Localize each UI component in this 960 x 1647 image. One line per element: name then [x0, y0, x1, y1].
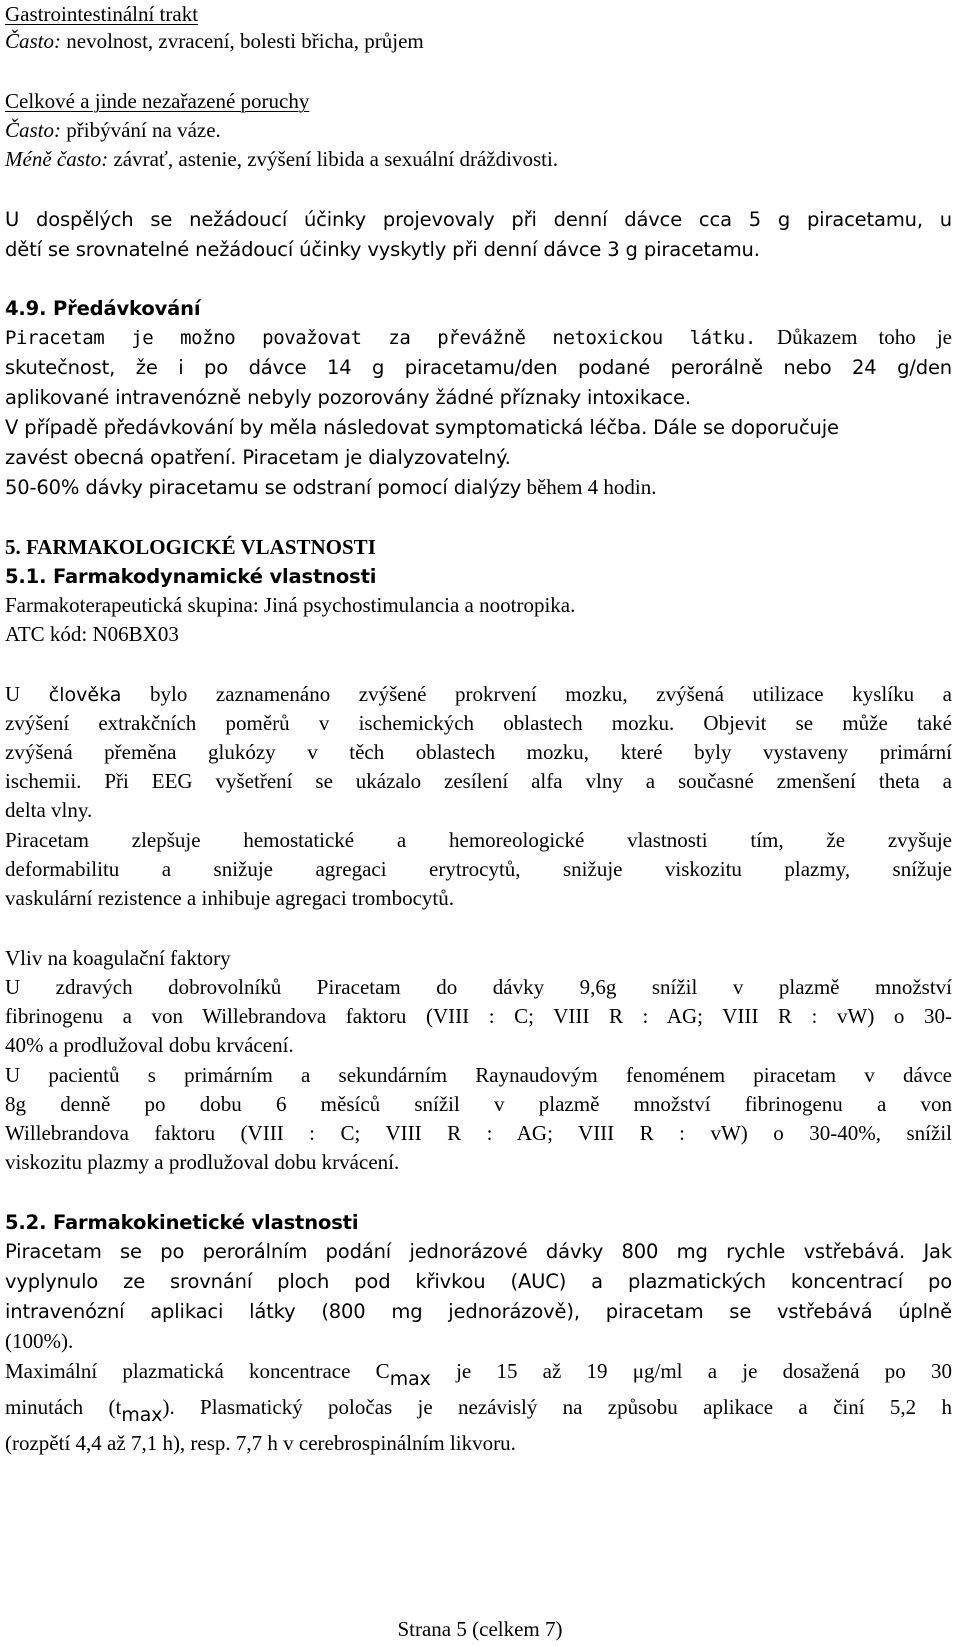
- pd-text-human: člověka: [48, 684, 122, 706]
- less-frequency-label: Méně často:: [5, 147, 109, 171]
- pd-text: bylo zaznamenáno zvýšené prokrvení mozku, zvýšená utilizace kyslíku a: [121, 682, 952, 706]
- general-less-frequency-line: [5, 145, 952, 174]
- section-heading-general: Celkové a jinde nezařazené poruchy: [5, 89, 310, 113]
- pharmacotherapeutic-group: Farmakoterapeutická skupina: Jiná psychostimulancia a nootropika.: [5, 593, 576, 617]
- pk-text: Maximální plazmatická koncentrace C: [5, 1359, 390, 1383]
- section-heading-gi: Gastrointestinální trakt: [5, 2, 199, 26]
- coag-paragraph-line: Willebrandova faktoru (VIII : C; VIII R : AG; VIII R : vW) o 30-40%, snížil: [5, 1121, 952, 1145]
- coag-paragraph-line: fibrinogenu a von Willebrandova faktoru (VIII : C; VIII R : AG; VIII R : vW) o 30-: [5, 1004, 952, 1028]
- pk-paragraph-line: [5, 1393, 952, 1430]
- less-frequency-text: závrať, astenie, zvýšení libida a sexuální dráždivosti.: [108, 147, 559, 171]
- coag-paragraph-line: U zdravých dobrovolníků Piracetam do dávky 9,6g snížil v plazmě množství: [5, 975, 952, 999]
- coag-paragraph-line: U pacientů s primárním a sekundárním Raynaudovým fenoménem piracetam v dávce: [5, 1063, 952, 1087]
- pd-paragraph-line: Piracetam zlepšuje hemostatické a hemoreologické vlastnosti tím, že zvyšuje: [5, 828, 952, 852]
- frequency-text: nevolnost, zvracení, bolesti břicha, průjem: [61, 29, 424, 53]
- coag-paragraph-line: 40% a prodlužoval dobu krvácení.: [5, 1033, 294, 1057]
- pk-paragraph-line: Piracetam se po perorálním podání jednorázové dávky 800 mg rychle vstřebává. Jak: [5, 1240, 952, 1263]
- coag-paragraph-line: 8g denně po dobu 6 měsíců snížil v plazmě množství fibrinogenu a von: [5, 1092, 952, 1116]
- cmax-subscript: max: [389, 1368, 431, 1390]
- adult-paragraph-line: U dospělých se nežádoucí účinky projevovaly při denní dávce cca 5 g piracetamu, u: [5, 208, 952, 231]
- frequency-label: Často:: [5, 118, 62, 142]
- adult-paragraph-line: dětí se srovnatelné nežádoucí účinky vyskytly při denní dávce 3 g piracetamu.: [5, 238, 760, 261]
- subsection-heading-pharmacokinetics: 5.2. Farmakokinetické vlastnosti: [5, 1211, 359, 1234]
- page-footer: Strana 5 (celkem 7): [397, 1617, 563, 1641]
- overdose-dialysis-text: 50-60% dávky piracetamu se odstraní pomocí dialýzy: [5, 476, 522, 499]
- pk-text: ). Plasmatický poločas je nezávislý na způsobu aplikace a činí 5,2 h: [162, 1395, 952, 1419]
- section-heading-pharmacology: 5. FARMAKOLOGICKÉ VLASTNOSTI: [5, 535, 376, 559]
- overdose-paragraph-line: [5, 473, 952, 502]
- overdose-text: Důkazem toho je: [755, 325, 953, 349]
- pk-text: minutách (t: [5, 1395, 122, 1419]
- pd-text: U: [5, 682, 49, 706]
- pd-paragraph-line: deformabilitu a snižuje agregaci erytrocytů, snižuje viskozitu plazmy, snížuje: [5, 857, 952, 881]
- overdose-paragraph-line: aplikované intravenózně nebyly pozorovány žádné příznaky intoxikace.: [5, 386, 691, 409]
- section-heading-coagulation: Vliv na koagulační faktory: [5, 946, 231, 970]
- overdose-paragraph-line: [5, 323, 952, 353]
- pk-paragraph-line: intravenózní aplikaci látky (800 mg jednorázově), piracetam se vstřebává úplně: [5, 1300, 952, 1323]
- pk-paragraph-line: (100%).: [5, 1329, 74, 1353]
- pk-paragraph-line: vyplynulo ze srovnání ploch pod křivkou (AUC) a plazmatických koncentrací po: [5, 1270, 952, 1293]
- frequency-label: Často:: [5, 29, 62, 53]
- pd-paragraph-line: [5, 680, 952, 710]
- coag-paragraph-line: viskozitu plazmy a prodlužoval dobu krvácení.: [5, 1150, 400, 1174]
- overdose-paragraph-line: zavést obecná opatření. Piracetam je dialyzovatelný.: [5, 446, 511, 469]
- pd-paragraph-line: zvýšená přeměna glukózy v těch oblastech mozku, které byly vystaveny primární: [5, 740, 952, 764]
- pk-text: je 15 až 19 μg/ml a je dosažená po 30: [430, 1359, 952, 1383]
- gi-frequency-line: [5, 27, 952, 56]
- section-heading-overdose: 4.9. Předávkování: [5, 297, 201, 320]
- pk-paragraph-line: [5, 1357, 952, 1394]
- overdose-mono-text: Piracetam je možno považovat za převážně netoxickou látku.: [5, 327, 756, 349]
- overdose-paragraph-line: skutečnost, že i po dávce 14 g piracetamu/den podané perorálně nebo 24 g/den: [5, 356, 952, 379]
- frequency-text: přibývání na váze.: [61, 118, 221, 142]
- pd-paragraph-line: ischemii. Při EEG vyšetření se ukázalo zesílení alfa vlny a současné zmenšení theta a: [5, 769, 952, 793]
- pd-paragraph-line: vaskulární rezistence a inhibuje agregaci trombocytů.: [5, 886, 454, 910]
- pd-paragraph-line: zvýšení extrakčních poměrů v ischemických oblastech mozku. Objevit se může také: [5, 711, 952, 735]
- overdose-paragraph-line: V případě předávkování by měla následovat symptomatická léčba. Dále se doporučuje: [5, 416, 839, 439]
- pd-paragraph-line: delta vlny.: [5, 798, 93, 822]
- atc-code: ATC kód: N06BX03: [5, 622, 179, 646]
- overdose-dialysis-time: během 4 hodin.: [521, 475, 657, 499]
- pk-paragraph-line: (rozpětí 4,4 až 7,1 h), resp. 7,7 h v cerebrospinálním likvoru.: [5, 1431, 516, 1455]
- subsection-heading-pharmacodynamics: 5.1. Farmakodynamické vlastnosti: [5, 565, 377, 588]
- tmax-subscript: max: [121, 1404, 163, 1426]
- general-frequency-line: [5, 116, 952, 145]
